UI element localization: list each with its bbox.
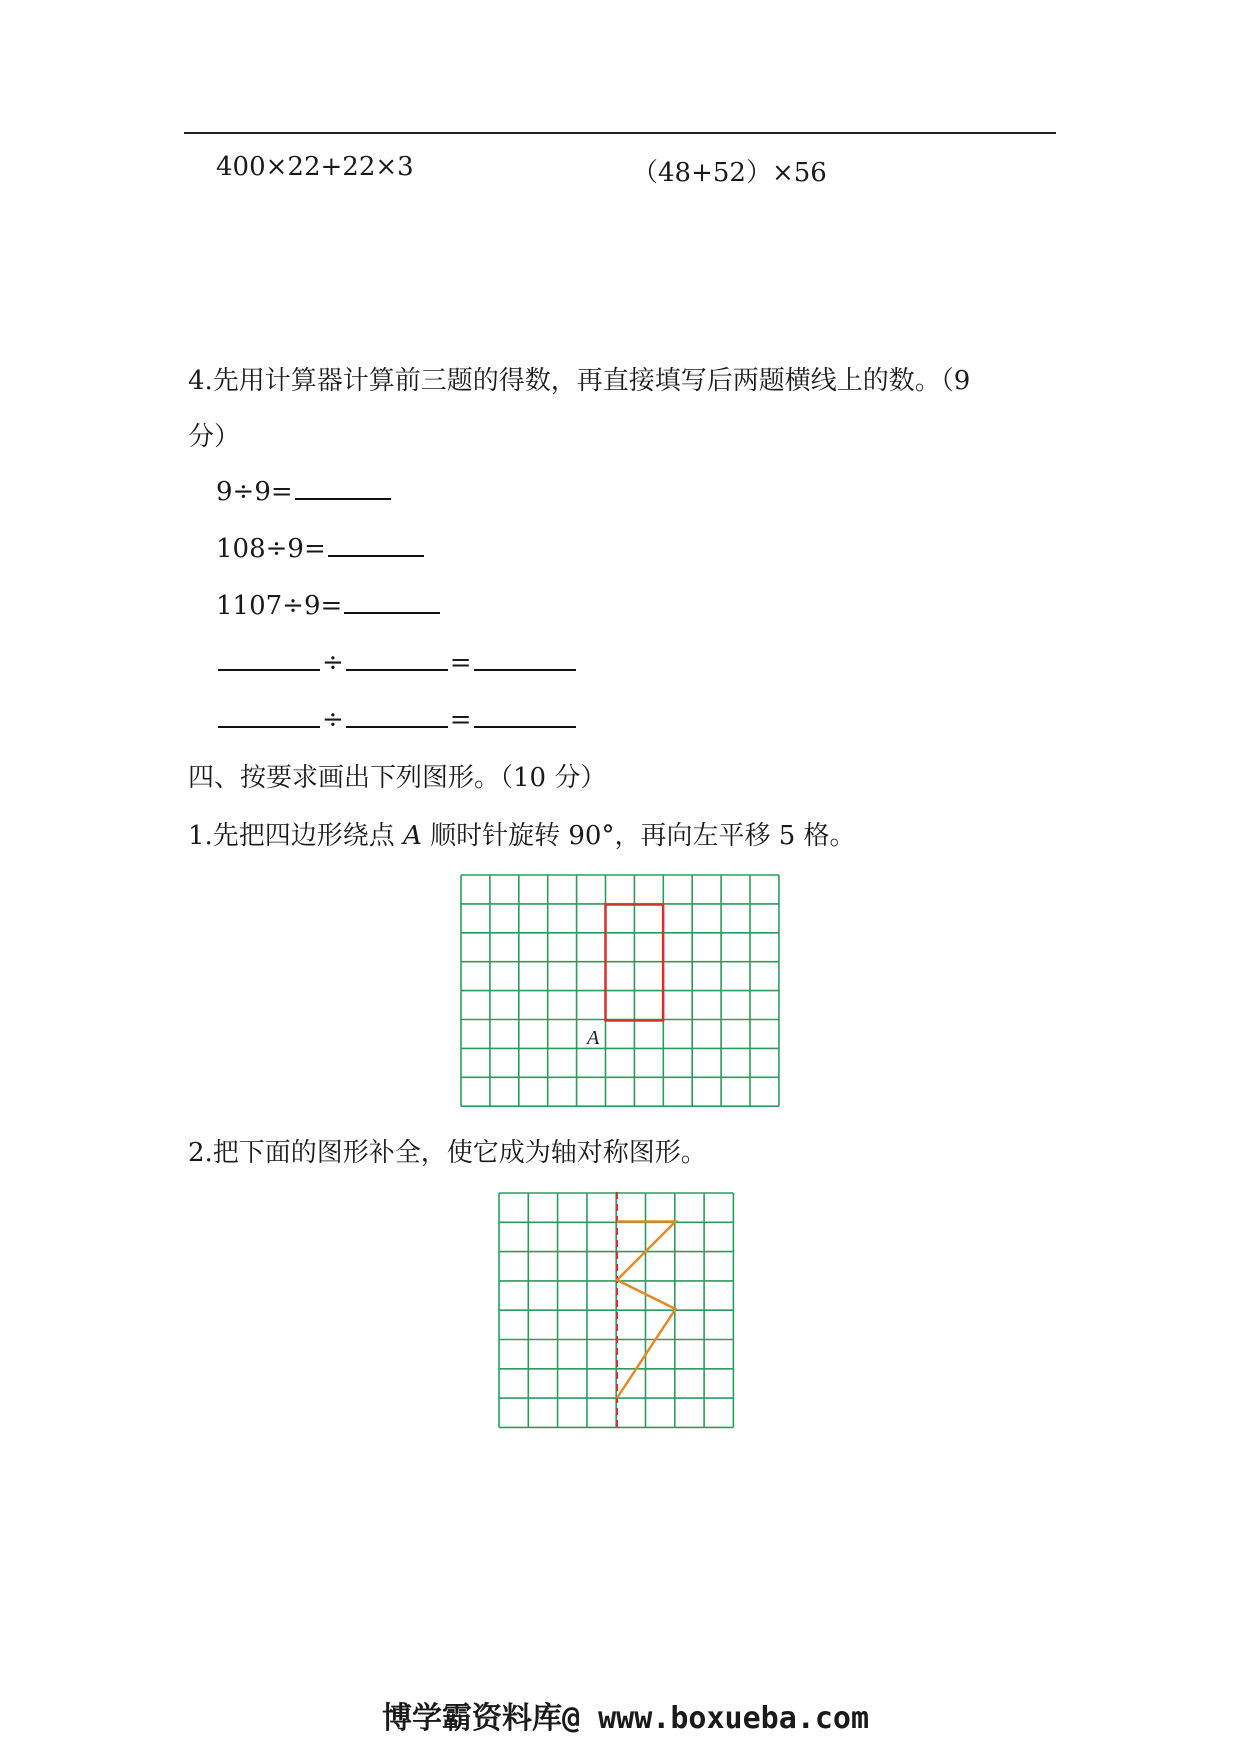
- part4-question2: 2.把下面的图形补全，使它成为轴对称图形。: [188, 1138, 707, 1168]
- equation-2: [216, 531, 426, 564]
- answer-blank-4b[interactable]: [346, 645, 448, 671]
- grid-lines: [461, 875, 779, 1106]
- answer-blank-5b[interactable]: [346, 702, 448, 728]
- question4-text: 4.先用计算器计算前三题的得数，再直接填写后两题横线上的数。（9: [188, 366, 971, 396]
- answer-blank-4c[interactable]: [474, 645, 576, 671]
- expression-a: 400×22+22×3: [216, 152, 414, 182]
- section-divider-line: [184, 132, 1056, 134]
- answer-blank-5c[interactable]: [474, 702, 576, 728]
- equation-1: [216, 474, 393, 507]
- answer-blank-1[interactable]: [295, 474, 391, 500]
- equation-2-text: 108÷9=: [216, 534, 326, 564]
- equation-3-text: 1107÷9=: [216, 591, 343, 621]
- equation-5: [216, 702, 578, 735]
- question4-text-cont: 分）: [188, 422, 241, 452]
- eq-sign-4: =: [449, 648, 472, 678]
- equation-3: [216, 588, 442, 621]
- div-sign-4: ÷: [322, 648, 344, 678]
- part4-heading: 四、按要求画出下列图形。（10 分）: [188, 763, 607, 793]
- expression-b: （48+52）×56: [632, 158, 827, 188]
- answer-blank-2[interactable]: [328, 531, 424, 557]
- equation-1-text: 9÷9=: [216, 477, 293, 507]
- q1-prefix: 1.先把四边形绕点: [188, 821, 395, 851]
- q1-point-label: A: [403, 821, 422, 851]
- part4-question1: [188, 815, 856, 852]
- answer-blank-4a[interactable]: [218, 645, 320, 671]
- answer-blank-5a[interactable]: [218, 702, 320, 728]
- symmetry-grid[interactable]: [498, 1192, 736, 1432]
- point-a-label: A: [587, 1027, 600, 1049]
- eq-sign-5: =: [449, 705, 472, 735]
- rotation-grid[interactable]: [460, 874, 782, 1110]
- answer-blank-3[interactable]: [344, 588, 440, 614]
- div-sign-5: ÷: [322, 705, 344, 735]
- equation-4: [216, 645, 578, 678]
- footer-watermark: 博学霸资料库@ www.boxueba.com: [382, 1701, 870, 1736]
- q1-suffix: 顺时针旋转 90°，再向左平移 5 格。: [430, 821, 856, 851]
